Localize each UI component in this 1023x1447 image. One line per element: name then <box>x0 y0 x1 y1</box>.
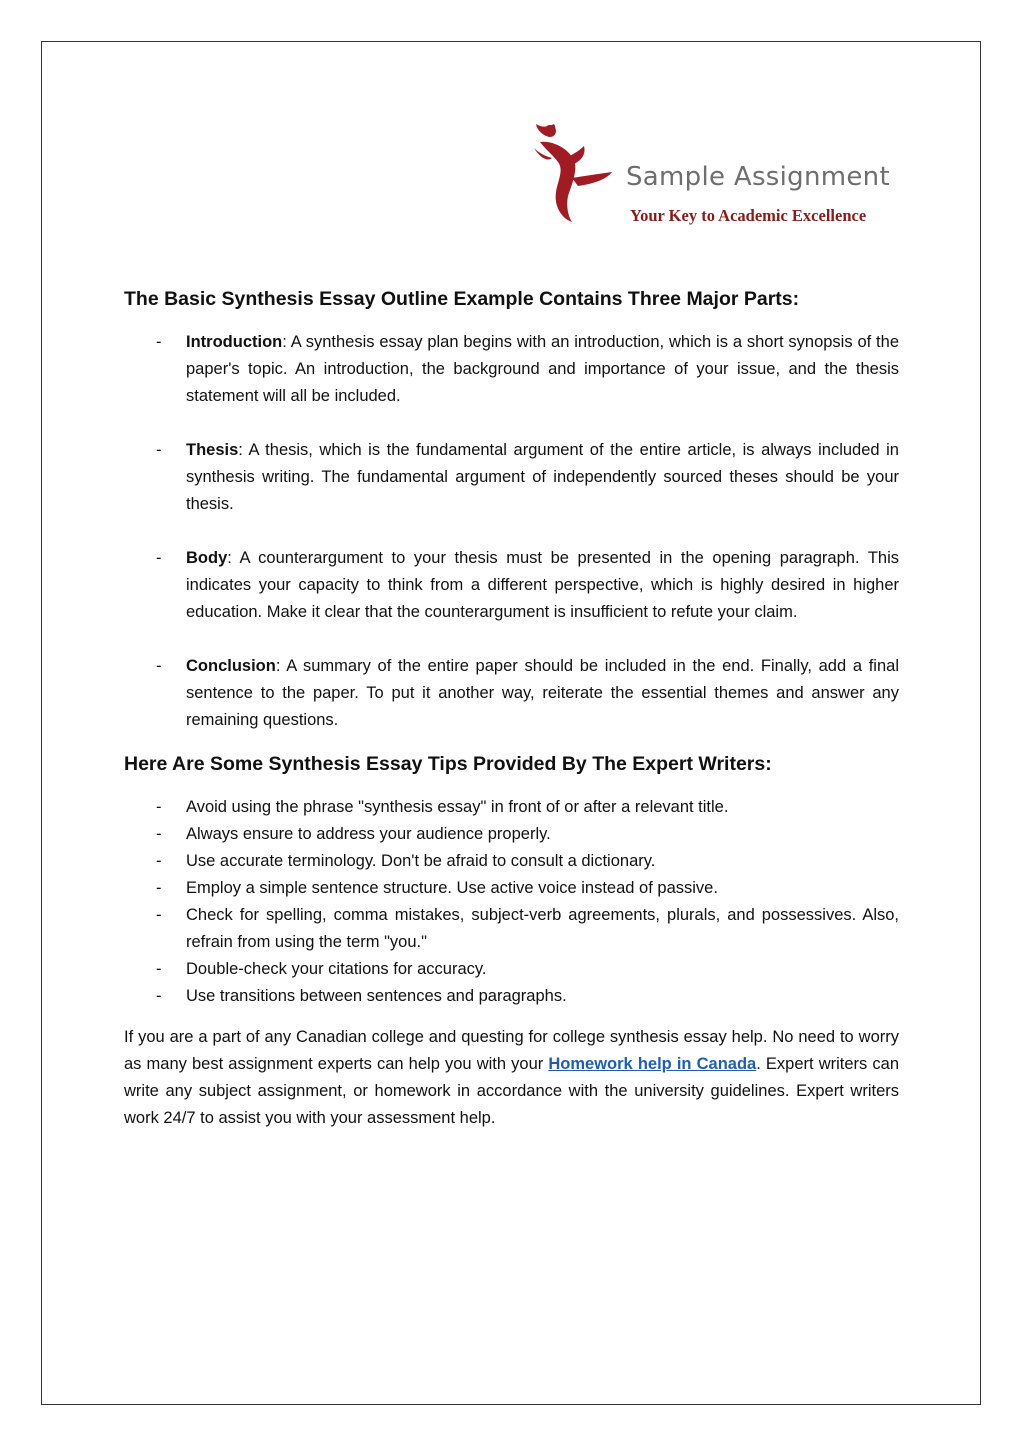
list-item <box>124 902 899 956</box>
logo-tagline: Your Key to Academic Excellence <box>630 206 867 225</box>
tips-list <box>124 794 899 1010</box>
logo <box>528 118 908 233</box>
list-dash: - <box>156 441 162 459</box>
document-body <box>124 285 899 1132</box>
list-dash: - <box>156 825 162 843</box>
list-item <box>124 848 899 875</box>
tip-text: Check for spelling, comma mistakes, subject-verb agreements, plurals, and possessives. Also, refrain from using the term "you." <box>186 906 899 951</box>
list-dash: - <box>156 960 162 978</box>
list-item <box>124 794 899 821</box>
list-dash: - <box>156 879 162 897</box>
list-item <box>124 653 899 734</box>
list-item <box>124 875 899 902</box>
tip-text: Use transitions between sentences and paragraphs. <box>186 987 567 1005</box>
section-heading-outline: The Basic Synthesis Essay Outline Example Contains Three Major Parts: <box>124 288 800 310</box>
tip-text: Double-check your citations for accuracy. <box>186 960 487 978</box>
list-item <box>124 983 899 1010</box>
item-text: : A thesis, which is the fundamental argument of the entire article, is always included in synthesis writing. The fundamental argument of independently sourced theses should be your thesis. <box>186 441 899 513</box>
list-dash: - <box>156 906 162 924</box>
item-term: Thesis <box>186 441 239 459</box>
list-dash: - <box>156 852 162 870</box>
closing-text-before: If you are a part of any Canadian college and questing for college synthesis essay help. No need to worry as many best assignment experts can help you with your <box>124 1028 899 1073</box>
list-item <box>124 821 899 848</box>
list-dash: - <box>156 798 162 816</box>
tip-text: Always ensure to address your audience properly. <box>186 825 551 843</box>
closing-paragraph <box>124 1024 899 1132</box>
list-dash: - <box>156 333 162 351</box>
item-text: : A summary of the entire paper should be included in the end. Finally, add a final sentence to the paper. To put it another way, reiterate the essential themes and answer any remaining questions. <box>186 657 899 729</box>
outline-parts-list <box>124 329 899 734</box>
tip-text: Avoid using the phrase "synthesis essay" in front of or after a relevant title. <box>186 798 729 816</box>
logo-name: Sample Assignment <box>626 162 890 192</box>
list-dash: - <box>156 657 162 675</box>
item-term: Introduction <box>186 333 283 351</box>
closing-text-after: . Expert writers can write any subject assignment, or homework in accordance with the university guidelines. Expert writers work 24/7 to assist you with your assessment help. <box>124 1055 899 1127</box>
list-item <box>124 956 899 983</box>
list-item <box>124 545 899 626</box>
list-item <box>124 437 899 518</box>
section-heading-tips: Here Are Some Synthesis Essay Tips Provided By The Expert Writers: <box>124 753 772 775</box>
tip-text: Employ a simple sentence structure. Use active voice instead of passive. <box>186 879 718 897</box>
list-dash: - <box>156 987 162 1005</box>
item-text: : A synthesis essay plan begins with an introduction, which is a short synopsis of the paper's topic. An introduction, the background and importance of your issue, and the thesis statement will all be included. <box>186 333 899 405</box>
list-item <box>124 329 899 410</box>
list-dash: - <box>156 549 162 567</box>
item-text: : A counterargument to your thesis must be presented in the opening paragraph. This indicates your capacity to think from a different perspective, which is highly desired in higher education. Make it clear that the counterargument is insufficient to refute your claim. <box>186 549 899 621</box>
item-term: Body <box>186 549 228 567</box>
tip-text: Use accurate terminology. Don't be afraid to consult a dictionary. <box>186 852 656 870</box>
item-term: Conclusion <box>186 657 276 675</box>
homework-help-link[interactable]: Homework help in Canada <box>548 1055 757 1073</box>
logo-mark-icon <box>528 118 618 228</box>
